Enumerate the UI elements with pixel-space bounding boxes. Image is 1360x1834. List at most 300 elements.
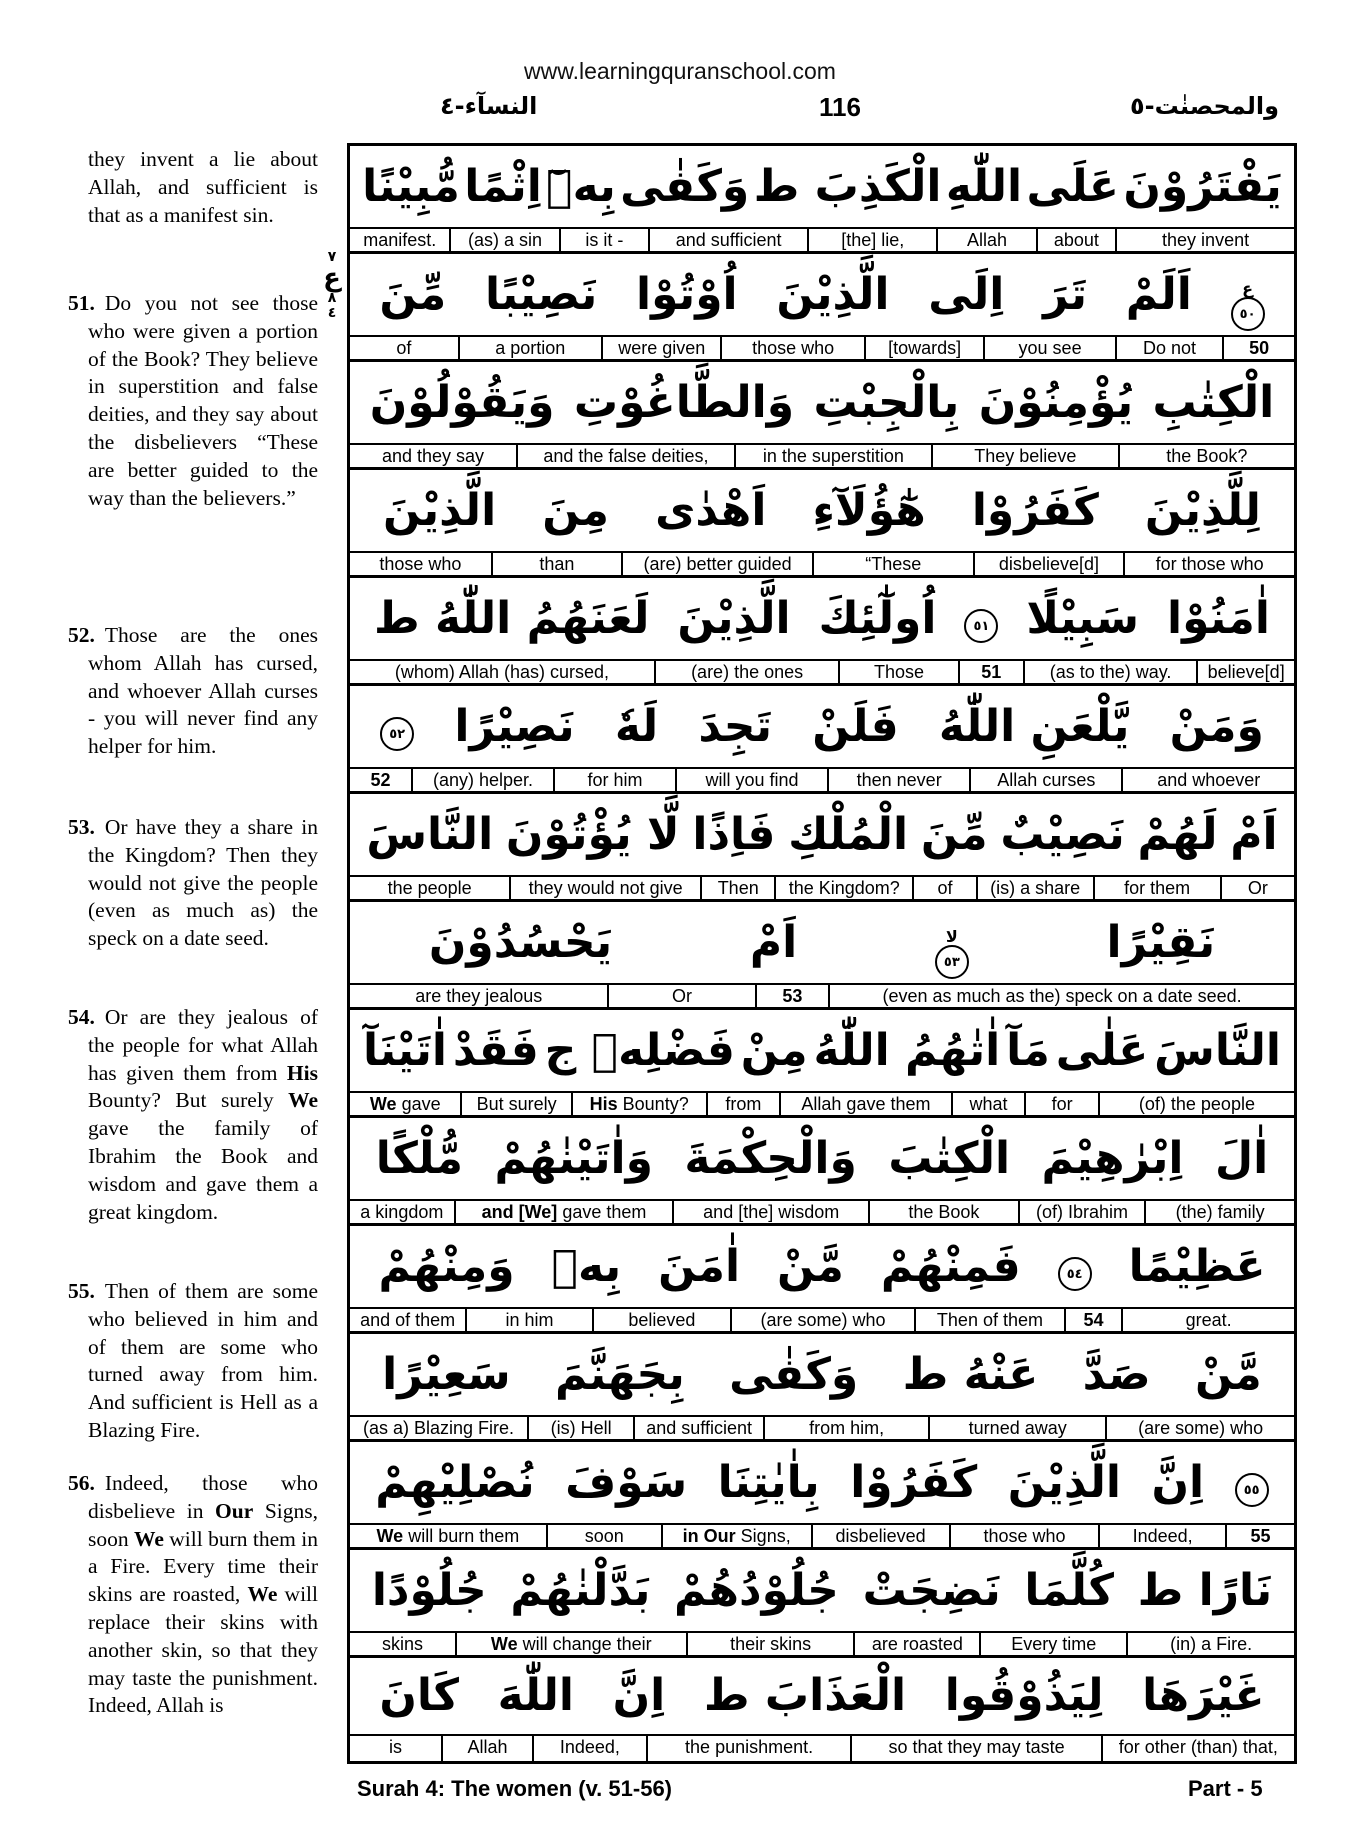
translation-text: Bounty? [622,1094,689,1114]
arabic-word: الَّذِيْنَ [1007,1456,1121,1508]
emphasized-pronoun: We [376,1526,404,1546]
translation-cell [546,1525,661,1547]
translation-cell [672,1201,868,1223]
translation-cell [1036,229,1115,251]
arabic-word: بِالْجِبْتِ [813,376,960,428]
translation-cell [633,1417,763,1439]
arabic-word: فَاِذًا [692,808,776,860]
arabic-word: عَظِيْمًا [1128,1240,1266,1292]
translation-cell [621,553,812,575]
translation-cell [350,1093,460,1115]
translation-text: Then of them [936,1310,1043,1330]
ruku-marker-symbol: ع [323,263,341,293]
translation-text: for other (than) that, [1118,1737,1278,1757]
verse-number-cell [350,769,411,791]
translation-cell [1105,1417,1294,1439]
translation-text: Do not [1143,338,1197,358]
verse-text-segment: Signs, soon [88,1498,318,1551]
translation-cell [411,769,553,791]
arabic-word: لِلَّذِيْنَ [1144,484,1261,536]
translation-text: 52 [370,770,391,790]
translation-text: (are some) who [760,1310,886,1330]
ayah-number-marker-icon: ع ٥٠ [1231,258,1265,331]
translation-cell [774,877,912,899]
translation-cell [973,553,1124,575]
arabic-word: نَقِيْرًا [1106,916,1216,968]
arabic-row [350,578,1294,661]
arabic-word: نَارًا ط [1137,1564,1273,1616]
translation-cell [553,769,675,791]
verse-number: 53. [68,815,95,839]
translation-cell [350,1417,527,1439]
translation-row [350,769,1294,794]
emphasized-pronoun: We [134,1526,164,1551]
arabic-word: نُصْلِيْهِمْ [375,1456,535,1508]
translation-cell [1118,445,1294,467]
translation-text: in him [505,1310,554,1330]
translation-cell [1023,661,1197,683]
translation-cell [350,1633,455,1655]
verse-text-segment: gave the family of Ibrahim the Book and wisdom and gave them a great kingdom. [88,1116,318,1224]
translation-text: (is) a share [990,878,1081,898]
translation-text: and sufficient [675,230,782,250]
translation-text: disbelieve[d] [998,554,1099,574]
translation-text: is [389,1737,403,1757]
page-number: 116 [819,92,861,122]
translation-cell [532,1736,646,1761]
translation-row [350,1309,1294,1334]
translation-text: (as to the) way. [1049,662,1172,682]
translation-cell [350,1201,454,1223]
translation-row [350,661,1294,686]
arabic-word: مَّنْ [1194,1348,1262,1400]
arabic-row [350,1118,1294,1201]
verse-text-segment: Or have they a share in the Kingdom? Then they would not give the people (even as much as) the speck on a date seed. [88,815,318,951]
translation-cell [661,1525,811,1547]
translation-text: believe[d] [1207,662,1285,682]
translation-text: they would not give [528,878,683,898]
arabic-word: مِنْ [740,1024,808,1076]
translation-text: gave them [562,1202,647,1222]
arabic-word: اِلَى [928,268,1005,320]
translation-cell [700,877,774,899]
verse-text-segment: will burn them in a Fire. Every time their skins are roasted, [88,1526,318,1607]
translation-text: so that they may taste [888,1737,1065,1757]
ayah-circle: ٥٣ [935,945,969,979]
translation-text: 55 [1250,1526,1271,1546]
translation-text: turned away [968,1418,1067,1438]
translation-cell [527,1417,633,1439]
arabic-word: الَّذِيْنَ [776,268,890,320]
arabic-word: وَمِنْهُمْ [378,1240,515,1292]
ayah-circle: ٥٠ [1231,297,1265,331]
arabic-row [350,254,1294,337]
verse-line [350,146,1294,254]
verse-line [350,254,1294,362]
translation-cell [969,769,1121,791]
translation-text: and they say [381,446,485,466]
translation-text: those who [983,1526,1066,1546]
translation-cell [1115,229,1294,251]
translation-text: 53 [782,986,803,1006]
translation-cell [912,877,976,899]
translation-cell [734,445,931,467]
arabic-word: وَيَقُوْلُوْنَ [369,376,555,428]
verse-line [350,1226,1294,1334]
translation-text: about [1053,230,1099,250]
verse-number-cell [1064,1309,1122,1331]
translation-row [350,1525,1294,1550]
arabic-word: نَصِيْبٌ [1000,808,1125,860]
translation-text: (any) helper. [432,770,534,790]
ruku-marker-icon [318,250,346,321]
translation-text: They believe [974,446,1077,466]
translation-cell [455,1633,686,1655]
translation-cell [936,229,1035,251]
translation-cell [350,1309,465,1331]
verse-text-segment: Then of them are some who believed in him and of them are some who turned away from him. And sufficient is Hell as a Blazing Fire. [88,1279,318,1442]
translation-text: from him, [809,1418,885,1438]
verse-number-cell [1222,337,1294,359]
arabic-word: الَّذِيْنَ [383,484,497,536]
arabic-word: عَلَى [1026,160,1119,212]
verse-text-segment: they invent a lie about Allah, and sufficient is that as a manifest sin. [88,147,318,227]
arabic-word: مِّنَ [379,268,447,320]
translation-cell [949,1525,1099,1547]
translation-cell [449,229,558,251]
translation-text: in the superstition [762,446,904,466]
arabic-word: سَوْفَ [565,1456,688,1508]
translation-cell [1098,1093,1294,1115]
emphasized-pronoun: We [369,1094,397,1114]
arabic-word: الْكِتٰبِ [1152,376,1275,428]
arabic-row [350,794,1294,877]
emphasized-pronoun: in Our [682,1526,736,1546]
translation-text: Allah [467,1737,508,1757]
translation-text: they invent [1162,230,1250,250]
translation-text: Or [1247,878,1268,898]
translation-text: Allah gave them [801,1094,931,1114]
arabic-word: وَكَفٰى [620,160,750,212]
ayah-circle: ٥٢ [380,717,414,751]
arabic-word: الْعَذَابَ ط [703,1670,907,1721]
verse-text-segment: Or are they jealous of the people for what Allah has given them from [88,1005,318,1085]
translation-cell [1115,337,1223,359]
ayah-circle: ٥٤ [1058,1257,1092,1291]
translation-text: will burn them [408,1526,520,1546]
translation-cell [441,1736,532,1761]
arabic-word: بِهٖ [551,1240,622,1292]
translation-text: the people [387,878,472,898]
ruku-marker-bottom: ٤ [327,305,337,321]
translation-text: Every time [1011,1634,1097,1654]
translation-text: for him [587,770,643,790]
translation-cell [350,877,509,899]
translation-row [350,1417,1294,1442]
translation-text: Signs, [740,1526,791,1546]
arabic-word: جُلُوْدًا [371,1564,487,1616]
translation-cell [571,1093,706,1115]
verse-number: 51. [68,291,95,315]
surah-name-header: النسآء-٤ [440,92,538,120]
translation-cell [491,553,622,575]
translation-row [350,553,1294,578]
translation-cell [838,661,957,683]
translation-cell [465,1309,592,1331]
arabic-word: مِّنَ [920,808,988,860]
translation-text: Then [717,878,759,898]
translation-row [350,1633,1294,1658]
translation-text: the Book [908,1202,980,1222]
arabic-word: كَفَرُوْا [850,1456,978,1508]
arabic-word: وَكَفٰى [729,1348,859,1400]
verse-number: 55. [68,1279,95,1303]
arabic-word: الَّذِيْنَ [677,592,791,644]
translation-cell [706,1093,780,1115]
emphasized-pronoun: We [247,1582,278,1607]
verse-text [68,814,318,953]
arabic-word: وَالْحِكْمَةَ [684,1132,857,1184]
translation-text: are they jealous [415,986,543,1006]
arabic-word: الْكِتٰبَ [888,1132,1011,1184]
translation-text: (as a) Blazing Fire. [363,1418,515,1438]
part-footer-label: Part - 5 [1188,1776,1263,1801]
verse-line [350,1334,1294,1442]
arabic-word: اُوْتُوْا [636,268,738,320]
arabic-word: اَلَمْ [1125,268,1192,320]
arabic-word: اِثْمًا [464,160,542,212]
arabic-word: سَعِيْرًا [382,1348,511,1400]
translation-text: and the false deities, [543,446,709,466]
translation-cell [1093,877,1220,899]
verse-number-cell [1225,1525,1294,1547]
ruku-marker-middle: ٨ [327,290,337,306]
translation-text: than [539,554,575,574]
translation-cell [350,1736,441,1761]
translation-cell [864,337,983,359]
translation-cell [646,1736,851,1761]
translation-cell [350,661,654,683]
translation-cell [458,337,601,359]
translation-text: [towards] [888,338,962,358]
translation-text: great. [1185,1310,1232,1330]
arabic-word: اٰمَنُوْا [1167,592,1270,644]
translation-cell [1126,1633,1294,1655]
arabic-word: اٰلَ [1214,1132,1269,1184]
translation-cell [1018,1201,1145,1223]
translation-cell [868,1201,1018,1223]
arabic-word: وَاٰتَيْنٰهُمْ [494,1132,653,1184]
translation-text: [the] lie, [841,230,905,250]
arabic-word: غَيْرَهَا [1142,1670,1265,1721]
arabic-row [350,1334,1294,1417]
verse-text [68,1470,318,1720]
translation-cell [460,1093,570,1115]
translation-text: then never [856,770,942,790]
verse-line [350,1118,1294,1226]
website-url-text: www.learningquranschool.com [524,58,836,84]
arabic-word: اٰتَيْنَآ [362,1024,447,1076]
verse-text-segment: will replace their skins with another skin, so that they may taste the punishment. Indeed, Allah is [88,1582,318,1718]
arabic-word: يَحْسُدُوْنَ [428,916,613,968]
translation-text: (are) better guided [643,554,792,574]
translation-text: 51 [981,662,1002,682]
verse-number: 56. [68,1471,95,1495]
ayah-number-marker-icon [380,702,414,752]
arabic-word: يُؤْمِنُوْنَ [978,376,1134,428]
verse-text-segment: Bounty? But surely [88,1088,289,1113]
translation-cell [914,1309,1064,1331]
arabic-word: نَصِيْرًا [454,700,575,752]
verse-number: 52. [68,623,95,647]
emphasized-pronoun: We [490,1634,518,1654]
translation-text: those who [752,338,835,358]
verse-paragraph [68,814,318,953]
arabic-row [350,1442,1294,1525]
arabic-word: يَفْتَرُوْنَ [1123,160,1282,212]
arabic-word: فَضْلِهٖ ج [544,1024,735,1076]
arabic-word: كَفَرُوْا [971,484,1099,536]
translation-text: and [the] wisdom [703,1202,840,1222]
ruku-marker-top: ٧ [327,249,337,265]
translation-row [350,1093,1294,1118]
translation-text: what [969,1094,1008,1114]
translation-cell [853,1633,979,1655]
translation-text: Indeed, [1132,1526,1193,1546]
translation-row [350,985,1294,1010]
arabic-word: اِنَّ [612,1670,666,1721]
arabic-word: اللّٰهِ [945,160,1023,212]
ayah-circle: ٥١ [964,609,998,643]
translation-cell [1121,1309,1294,1331]
translation-cell [951,1093,1025,1115]
translation-text: (even as much as the) speck on a date seed. [882,986,1242,1006]
translation-text: a portion [495,338,566,358]
arabic-word: جُلُوْدُهُمْ [674,1564,839,1616]
arabic-word: هٰٓؤُلَآءِ [812,484,926,536]
translation-cell [350,553,491,575]
translation-cell [350,985,607,1007]
translation-cell [686,1633,854,1655]
translation-row [350,229,1294,254]
arabic-word: لَهٗ [614,700,659,752]
translation-text: “These [865,554,922,574]
translation-text: the Book? [1166,446,1248,466]
arabic-word: سَبِيْلًا [1026,592,1140,644]
translation-row [350,877,1294,902]
translation-cell [979,1633,1126,1655]
translation-cell [811,1525,949,1547]
translation-row [350,1736,1294,1761]
verse-text [68,146,318,229]
arabic-word: مُّلْكًا [375,1132,464,1184]
arabic-word: اٰمَنَ [658,1240,741,1292]
translation-text: are roasted [871,1634,963,1654]
translation-cell [812,553,973,575]
arabic-word: اَهْدٰى [655,484,767,536]
arabic-word: مَآ [1006,1024,1050,1076]
verse-line [350,362,1294,470]
translation-cell [828,985,1294,1007]
arabic-word: مُّبِيْنًا [362,160,460,212]
arabic-word: اُولٰٓئِكَ [818,592,937,644]
verse-line [350,470,1294,578]
verse-line [350,902,1294,1010]
arabic-word: اَمْ [1230,808,1278,860]
arabic-word: اِبْرٰهِيْمَ [1041,1132,1184,1184]
translation-text: the Kingdom? [788,878,900,898]
translation-text: manifest. [363,230,437,250]
arabic-word: النَّاسَ [366,808,494,860]
arabic-word: بِهٖٓ [546,160,616,212]
arabic-word: بِجَهَنَّمَ [555,1348,685,1400]
translation-row [350,445,1294,470]
verse-number: 54. [68,1005,95,1029]
arabic-word: اَمْ [749,916,798,968]
translation-text: and sufficient [646,1418,752,1438]
verse-paragraph [68,1004,318,1226]
translation-row [350,1201,1294,1226]
verse-line [350,1550,1294,1658]
translation-cell [454,1201,673,1223]
translation-text: (of) Ibrahim [1036,1202,1129,1222]
verse-text [68,290,318,512]
translation-cell [928,1417,1105,1439]
translation-text: a kingdom [360,1202,444,1222]
arabic-word: اِنَّ [1151,1456,1205,1508]
translation-text: Allah [966,230,1007,250]
translation-text: those who [379,554,462,574]
translation-cell [779,1093,951,1115]
translation-cell [607,985,754,1007]
translation-text: of [937,878,953,898]
translation-cell [654,661,838,683]
translation-text: Allah curses [997,770,1096,790]
translation-text: Those [873,662,925,682]
translation-text: of [396,338,412,358]
translation-cell [1098,1525,1225,1547]
emphasized-pronoun: His [589,1094,618,1114]
translation-cell [1196,661,1294,683]
emphasized-pronoun: His [286,1060,318,1085]
verse-paragraph [68,622,318,761]
translation-cell [720,337,863,359]
translation-text: But surely [476,1094,557,1114]
arabic-row [350,362,1294,445]
verse-line [350,578,1294,686]
verse-number-cell [958,661,1023,683]
arabic-row [350,902,1294,985]
arabic-word: فَقَدْ [452,1024,539,1076]
arabic-word: عَنْهُ ط [902,1348,1039,1400]
emphasized-pronoun: We [288,1088,318,1113]
ayah-number-marker-icon [1058,1242,1092,1292]
verse-paragraph [68,146,318,229]
arabic-word: بَدَّلْنٰهُمْ [510,1564,651,1616]
verse-text-segment: Indeed, those who disbelieve in [88,1471,318,1523]
translation-cell [648,229,807,251]
arabic-word: كُلَّمَا [1024,1564,1114,1616]
translation-text: will you find [705,770,799,790]
translation-text: (of) the people [1138,1094,1255,1114]
arabic-word: مِنَ [542,484,610,536]
translation-text: Or [672,986,693,1006]
translation-cell [931,445,1118,467]
arabic-word: فَلَنْ [812,700,899,752]
arabic-word: نَصِيْبًا [484,268,598,320]
translation-text: believed [628,1310,696,1330]
arabic-word: وَمَنْ [1169,700,1264,752]
